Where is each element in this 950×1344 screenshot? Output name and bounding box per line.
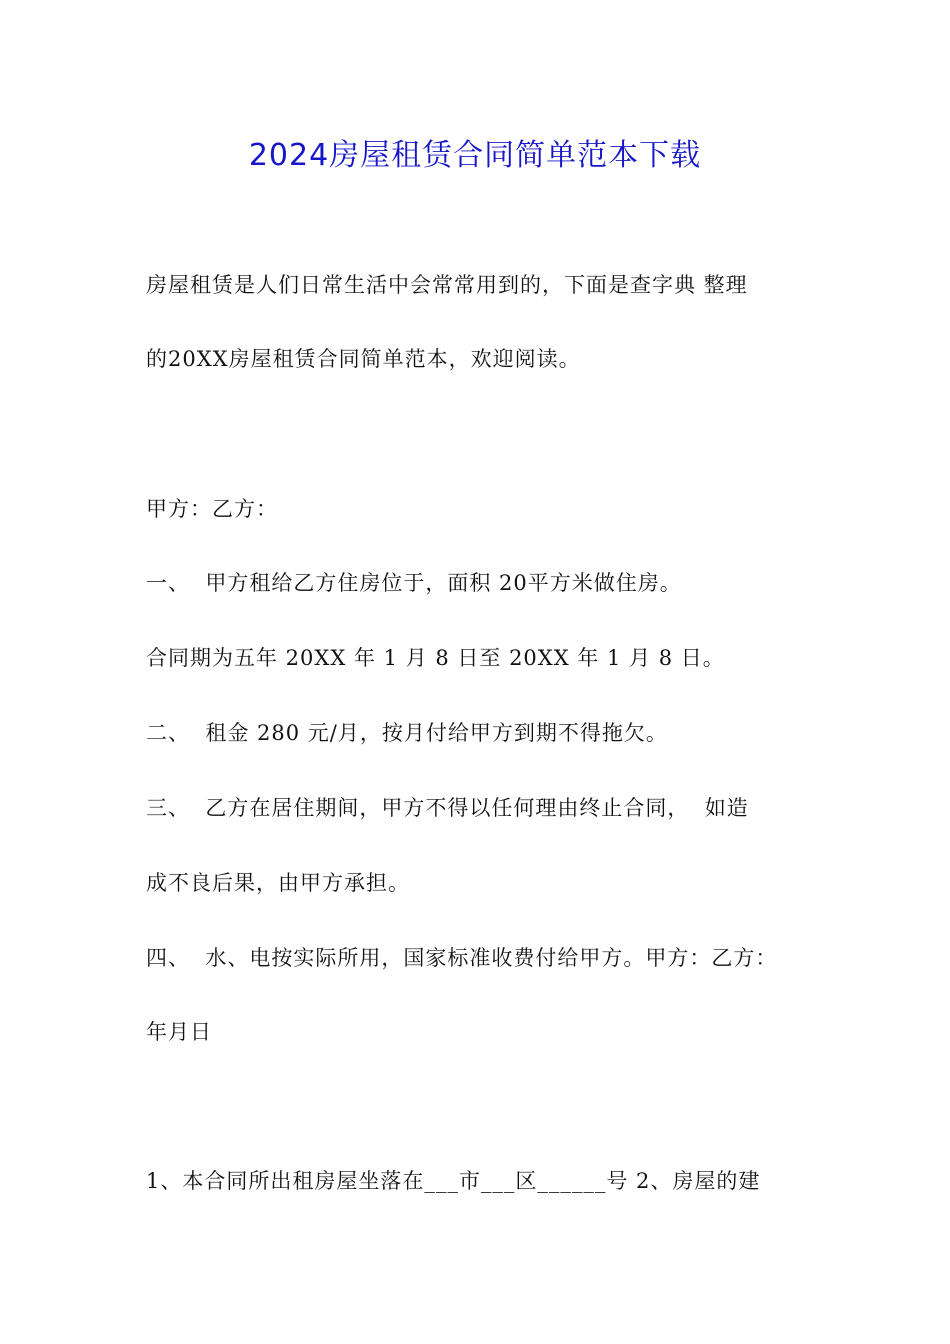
clause-1: 一、 甲方租给乙方住房位于，面积 20平方米做住房。 [146,571,682,595]
clause-4: 四、 水、电按实际所用，国家标准收费付给甲方。甲方：乙方： [146,946,778,970]
intro-line-2: 的20XX房屋租赁合同简单范本，欢迎阅读。 [146,347,581,371]
date-line: 年月日 [146,1020,212,1044]
second-contract-clause-1: 1、本合同所出租房屋坐落在___市___区______号 2、房屋的建 [146,1169,761,1193]
clause-3: 三、 乙方在居住期间，甲方不得以任何理由终止合同， 如造 [146,796,749,820]
clause-2: 二、 租金 280 元/月，按月付给甲方到期不得拖欠。 [146,721,668,745]
parties-line: 甲方：乙方： [146,497,278,521]
document-title: 2024房屋租赁合同简单范本下载 [248,138,702,173]
clause-3-continued: 成不良后果，由甲方承担。 [146,871,410,895]
intro-line-1: 房屋租赁是人们日常生活中会常常用到的，下面是查字典 整理 [146,273,748,297]
contract-period: 合同期为五年 20XX 年 1 月 8 日至 20XX 年 1 月 8 日。 [146,646,725,670]
